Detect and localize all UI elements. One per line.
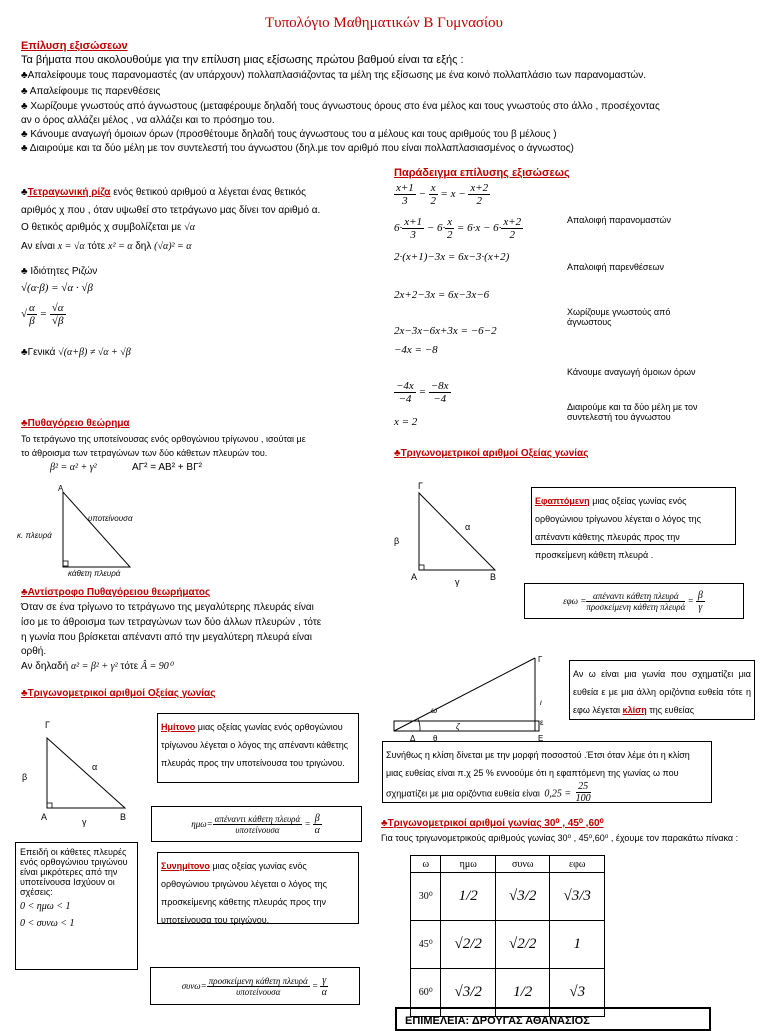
converse-line-4: ορθή. xyxy=(21,646,47,657)
trig-left-g: Γ xyxy=(45,720,50,730)
slope-diagram xyxy=(390,655,560,740)
sine-formula-box: ημω= $\frac{\text{απέναντι κάθετη πλευρά}}{\text{υποτείνουσα}}$ = $\frac{\beta}{\alpha}$ xyxy=(151,806,362,842)
sqrt-general: ♣ Γενικά √(α+β) ≠ √α + √β xyxy=(21,347,131,358)
page-title: Τυπολόγιο Μαθηματικών Β Γυμνασίου xyxy=(265,15,503,31)
converse-condition: Αν δηλαδή α² = β² + γ² τότε Â = 90⁰ xyxy=(21,661,173,672)
footer-box xyxy=(395,1007,711,1031)
slope-epsilon: ε xyxy=(540,718,544,727)
sqrt-line-2: αριθμός χ που , όταν υψωθεί στο τετράγωνο μας δίνει τον αριθμό α. xyxy=(21,205,321,216)
eq-step-2: ♣ Απαλείφουμε τις παρενθέσεις xyxy=(21,86,160,97)
pyth-label-kp: κ. πλευρά xyxy=(17,531,52,540)
table-header: ημω xyxy=(441,856,496,873)
table-row xyxy=(411,873,605,921)
table-cell-tan: √3/3 xyxy=(550,873,605,921)
sine-word: Ημίτονο xyxy=(161,722,196,732)
percent-box: Συνήθως η κλίση δίνεται με την μορφή ποσοστού .Έτσι όταν λέμε ότι η κλίση μιας ευθείας είναι π.χ 25 % εννοούμε ότι η εφαπτόμενη της γωνίας ω που σχηματίζει με μια οριζόντια ευθεία είναι 0,25 = $\frac{25}{100}$ xyxy=(382,741,712,803)
trig-right-b: β xyxy=(394,536,400,546)
trig-table xyxy=(410,855,605,1017)
table-row xyxy=(411,921,605,969)
table-cell-cos: √3/2 xyxy=(495,873,550,921)
example-eq-7: $\frac{-4x}{-4}$ = $\frac{-8x}{-4}$ xyxy=(396,380,449,405)
club-icon xyxy=(21,266,28,277)
example-eq-8: x = 2 xyxy=(394,416,418,428)
example-step-3: Χωρίζουμε γνωστούς από άγνωστους xyxy=(567,307,671,327)
eq-step-4: ♣ Κάνουμε αναγωγή όμοιων όρων (προσθέτουμε δηλαδή τους άγνωστους του α μέλους και τους αριθμούς του β μέλους ) xyxy=(21,129,557,140)
example-step-1: Απαλοιφή παρανομαστών xyxy=(567,215,672,225)
example-eq-3: 2·(x+1)−3x = 6x−3·(x+2) xyxy=(394,251,510,263)
cos-word: Συνημίτονο xyxy=(161,861,210,871)
tangent-formula-box: εφω = $\frac{\text{απέναντι κάθετη πλευρά}}{\text{προσκείμενη κάθετη πλευρά}}$ = $\frac{\beta}{\gamma}$ xyxy=(524,583,744,619)
eq-heading: Επίλυση εξισώσεων xyxy=(21,40,128,52)
sqrt-line-1: ♣ Τετραγωνική ρίζα ενός θετικού αριθμού α λέγεται ένας θετικός xyxy=(21,187,306,198)
trig-right-A: Α xyxy=(411,572,418,582)
table-intro: Για τους τριγωνομετρικούς αριθμούς γωνίας 30⁰ , 45⁰,60⁰ , έχουμε τον παρακάτω πίνακα : xyxy=(381,833,739,843)
example-eq-1: $\frac{x+1}{3}$ − $\frac{x}{2}$ = x − $\frac{x+2}{2}$ xyxy=(396,182,489,207)
pyth-text-1: Το τετράγωνο της υποτείνουσας ενός ορθογώνιου τρίγωνου , ισούται με xyxy=(21,434,306,444)
table-cell-cos: √2/2 xyxy=(495,921,550,969)
eq-intro: Τα βήματα που ακολουθούμε για την επίλυση μιας εξίσωσης πρώτου βαθμού είναι τα εξής : xyxy=(21,54,464,66)
eq-step-1: ♣ Απαλείφουμε τους παρανομαστές (αν υπάρχουν) πολλαπλασιάζοντας τα μέλη της εξίσωσης με ένα κοινό πολλαπλάσιο των παρανομαστών. xyxy=(21,70,761,81)
slope-zeta: ζ xyxy=(456,722,460,731)
trig-left-gamma: γ xyxy=(82,817,87,827)
table-heading: ♣ Τριγωνομετρικοί αριθμοί γωνίας 30⁰ , 45⁰ ,60⁰ xyxy=(381,818,604,829)
pyth-formula-2: ΑΓ² = ΑΒ² + ΒΓ² xyxy=(132,462,202,473)
slope-E: Ε xyxy=(538,734,544,743)
trig-left-B: Β xyxy=(120,812,127,822)
eq-step-3: ♣ Χωρίζουμε γνωστούς από άγνωστους (μεταφέρουμε δηλαδή τους άγνωστους όρους στο ένα μέλος και τους γνωστούς στο άλλο , προσέχοντας xyxy=(21,101,766,112)
example-eq-4: 2x+2−3x = 6x−3x−6 xyxy=(394,289,490,301)
trig-right-g: Γ xyxy=(418,481,423,491)
table-cell-angle: 30⁰ xyxy=(411,873,441,921)
sqrt-heading: Τετραγωνική ρίζα xyxy=(27,187,111,198)
trig-right-triangle xyxy=(405,485,505,580)
trig-left-A: Α xyxy=(41,812,48,822)
eq-step-3b: αν ο όρος αλλάζει μέλος , να αλλάζει και το πρόσημο του. xyxy=(21,115,275,126)
table-cell-tan: √3 xyxy=(550,969,605,1017)
club-icon xyxy=(21,101,28,112)
sine-box xyxy=(157,713,359,783)
sqrt-prop-1: √(α·β) = √α · √β xyxy=(21,282,93,294)
pyth-formula-1: β² = α² + γ² xyxy=(50,462,97,473)
sine-text: μιας οξείας γωνίας ενός ορθογώνιου τρίγωνου λέγεται ο λόγος της απέναντι κάθετης πλευράς προς την υποτείνουσα του τριγώνου. xyxy=(161,722,349,768)
trig-right-gamma: γ xyxy=(455,577,460,587)
example-eq-6: −4x = −8 xyxy=(394,344,438,356)
slope-theta: θ xyxy=(433,734,438,743)
slope-iota: ι xyxy=(540,698,542,707)
cosine-formula-box: συνω= $\frac{\text{προσκείμενη κάθετη πλευρά}}{\text{υποτείνουσα}}$ = $\frac{\gamma}{\alpha}$ xyxy=(150,967,360,1005)
converse-heading: ♣ Αντίστροφο Πυθαγόρειου θεωρήματος xyxy=(21,587,210,598)
table-cell-sin: 1/2 xyxy=(441,873,496,921)
sqrt-line-3: Ο θετικός αριθμός χ συμβολίζεται με √α xyxy=(21,222,195,233)
tan-text: μιας οξείας γωνίας ενός ορθογώνιου τρίγωνου λέγεται ο λόγος της απέναντι κάθετης πλευράς προς την προσκείμενη κάθετη πλευρά . xyxy=(535,496,701,560)
trig-left-heading: ♣ Τριγωνομετρικοί αριθμοί Οξείας γωνίας xyxy=(21,688,215,699)
table-cell-cos: 1/2 xyxy=(495,969,550,1017)
tangent-box xyxy=(531,487,736,560)
ineq-1: 0 < ημω < 1 xyxy=(20,901,71,912)
example-eq-5: 2x−3x−6x+3x = −6−2 xyxy=(394,325,497,337)
table-header: εφω xyxy=(550,856,605,873)
table-header: ω xyxy=(411,856,441,873)
trig-left-a: α xyxy=(92,762,98,772)
table-cell-tan: 1 xyxy=(550,921,605,969)
pyth-text-2: το άθροισμα των τετραγώνων των δύο κάθετων πλευρών του. xyxy=(21,448,268,458)
cos-text: μιας οξείας γωνίας ενός ορθογώνιου τριγώνου λέγεται ο λόγος της προσκείμενης κάθετης πλευράς προς την υποτείνουσα του τριγώνου. xyxy=(161,861,327,925)
table-header-row xyxy=(411,856,605,873)
pyth-label-kp2: κάθετη πλευρά xyxy=(68,569,121,578)
example-step-4: Κάνουμε αναγωγή όμοιων όρων xyxy=(567,367,696,377)
slope-delta: Δ xyxy=(410,734,416,743)
slope-word: κλίση xyxy=(622,705,647,715)
club-icon xyxy=(21,129,28,140)
slope-box: Αν ω είναι μια γωνία που σχηματίζει μια ευθεία ε με μια άλλη οριζόντια ευθεία τότε η εφω λέγεται κλίση της ευθείας xyxy=(569,660,755,720)
table-header: συνω xyxy=(495,856,550,873)
converse-line-3: η γωνία που βρίσκεται απέναντι από την μεγαλύτερη πλευρά είναι xyxy=(21,632,312,643)
trig-right-heading: ♣ Τριγωνομετρικοί αριθμοί Οξείας γωνίας xyxy=(394,448,588,459)
trig-right-B: Β xyxy=(490,572,497,582)
pyth-vertex-a: Α xyxy=(58,484,64,493)
trig-left-b: β xyxy=(22,772,28,782)
table-cell-sin: √3/2 xyxy=(441,969,496,1017)
sqrt-prop-2: √ $\frac{\alpha}{\beta}$ = $\frac{√\alpha}{√\beta}$ xyxy=(21,302,64,327)
table-cell-sin: √2/2 xyxy=(441,921,496,969)
cosine-box xyxy=(157,852,359,924)
tan-word: Εφαπτόμενη xyxy=(535,496,590,506)
table-cell-angle: 45⁰ xyxy=(411,921,441,969)
converse-line-2: ίσο με το άθροισμα των τετραγώνων των δύο άλλων πλευρών , τότε xyxy=(21,617,322,628)
pyth-heading: ♣ Πυθαγόρειο θεώρημα xyxy=(21,418,130,429)
trig-right-a: α xyxy=(465,522,471,532)
example-heading: Παράδειγμα επίλυσης εξισώσεως xyxy=(394,167,570,179)
sqrt-line-4: Αν είναι x = √α τότε x² = α δηλ (√α)² = α xyxy=(21,241,192,252)
eq-step-5: ♣ Διαιρούμε και τα δύο μέλη με τον συντελεστή του άγνωστου (δηλ.με τον αριθμό που είναι πολλαπλασιασμένος ο άγνωστος) xyxy=(21,143,574,154)
club-icon xyxy=(21,143,28,154)
pyth-label-hyp: υποτείνουσα xyxy=(88,514,133,523)
inequality-note: Επειδή οι κάθετες πλευρές ενός ορθογώνιου τριγώνου είναι μικρότερες από την υποτείνουσα Ισχύουν οι σχέσεις: xyxy=(20,847,128,897)
ineq-2: 0 < συνω < 1 xyxy=(20,918,75,929)
slope-omega: ω xyxy=(431,706,438,715)
example-eq-2: 6· $\frac{x+1}{3}$ − 6· $\frac{x}{2}$ = 6·x − 6· $\frac{x+2}{2}$ xyxy=(394,216,522,241)
example-step-5: Διαιρούμε και τα δύο μέλη με τον συντελεστή του άγνωστου xyxy=(567,402,698,422)
footer-credit: ΕΠΙΜΕΛΕΙΑ: ΔΡΟΥΓΑΣ ΑΘΑΝΑΣΙΟΣ xyxy=(405,1015,590,1027)
percent-text: Συνήθως η κλίση δίνεται με την μορφή ποσοστού .Έτσι όταν λέμε ότι η κλίση μιας ευθείας είναι π.χ 25 % εννοούμε ότι η εφαπτόμενη της γωνίας ω που σχηματίζει με μια οριζόντια ευθεία είναι xyxy=(386,750,690,799)
example-step-2: Απαλοιφή παρενθέσεων xyxy=(567,262,665,272)
club-icon xyxy=(21,86,28,97)
converse-line-1: Όταν σε ένα τρίγωνο το τετράγωνο της μεγαλύτερης πλευράς είναι xyxy=(21,602,314,613)
sqrt-properties: ♣ Ιδιότητες Ριζών xyxy=(21,266,97,277)
slope-g: Γ xyxy=(538,655,543,664)
table-cell-angle: 60⁰ xyxy=(411,969,441,1017)
inequality-box xyxy=(15,842,138,970)
